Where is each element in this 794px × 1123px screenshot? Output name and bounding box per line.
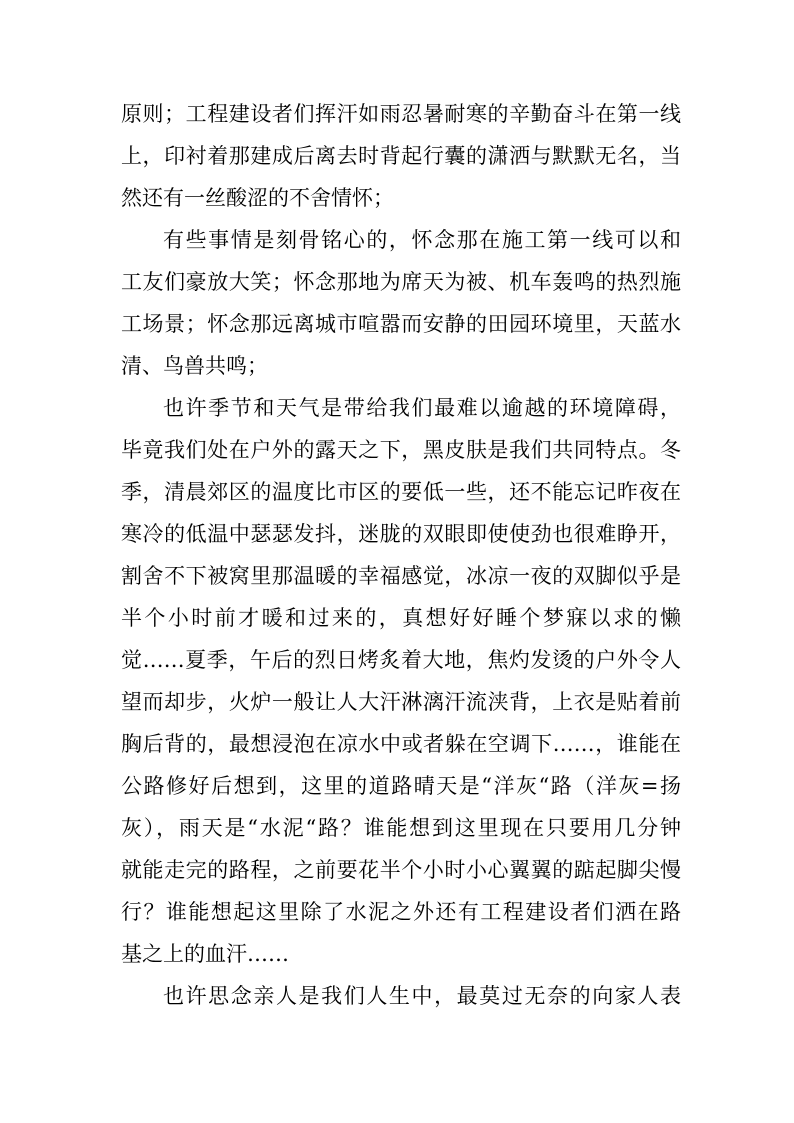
paragraph-2 (121, 219, 681, 387)
text-line: 上，印衬着那建成后离去时背起行囊的潇洒与默默无名，当 (121, 144, 681, 168)
text-line: 也许思念亲人是我们人生中，最莫过无奈的向家人表 (163, 984, 681, 1008)
text-line: 觉……夏季，午后的烈日烤炙着大地，焦灼发烫的户外令人 (121, 648, 681, 672)
body-text (121, 93, 681, 1017)
text-line: 就能走完的路程，之前要花半个小时小心翼翼的踮起脚尖慢 (121, 858, 681, 882)
text-line: 公路修好后想到，这里的道路晴天是“洋灰“路（洋灰=扬 (121, 774, 681, 798)
text-line: 原则；工程建设者们挥汗如雨忍暑耐寒的辛勤奋斗在第一线 (121, 102, 681, 126)
text-line: 也许季节和天气是带给我们最难以逾越的环境障碍， (163, 396, 681, 420)
text-line: 行？谁能想起这里除了水泥之外还有工程建设者们洒在路 (121, 900, 681, 924)
text-line: 半个小时前才暖和过来的，真想好好睡个梦寐以求的懒 (121, 606, 681, 630)
text-line: 季，清晨郊区的温度比市区的要低一些，还不能忘记昨夜在 (121, 480, 681, 504)
text-line: 工友们豪放大笑；怀念那地为席天为被、机车轰鸣的热烈施 (121, 270, 681, 294)
paragraph-3 (121, 387, 681, 975)
text-line: 有些事情是刻骨铭心的，怀念那在施工第一线可以和 (163, 228, 681, 252)
text-line: 工场景；怀念那远离城市喧嚣而安静的田园环境里，天蓝水 (121, 312, 681, 336)
text-line: 清、鸟兽共鸣； (121, 354, 268, 378)
paragraph-4 (121, 975, 681, 1017)
text-line: 割舍不下被窝里那温暖的幸福感觉，冰凉一夜的双脚似乎是 (121, 564, 681, 588)
text-line: 毕竟我们处在户外的露天之下，黑皮肤是我们共同特点。冬 (121, 438, 681, 462)
paragraph-1 (121, 93, 681, 219)
text-line: 望而却步，火炉一般让人大汗淋漓汗流浃背，上衣是贴着前 (121, 690, 681, 714)
text-line: 然还有一丝酸涩的不舍情怀； (121, 186, 394, 210)
text-line: 灰），雨天是“水泥“路？谁能想到这里现在只要用几分钟 (121, 816, 681, 840)
text-line: 基之上的血汗…… (121, 942, 289, 966)
text-line: 胸后背的，最想浸泡在凉水中或者躲在空调下……，谁能在 (121, 732, 681, 756)
text-line: 寒冷的低温中瑟瑟发抖，迷胧的双眼即使使劲也很难睁开， (121, 522, 681, 546)
